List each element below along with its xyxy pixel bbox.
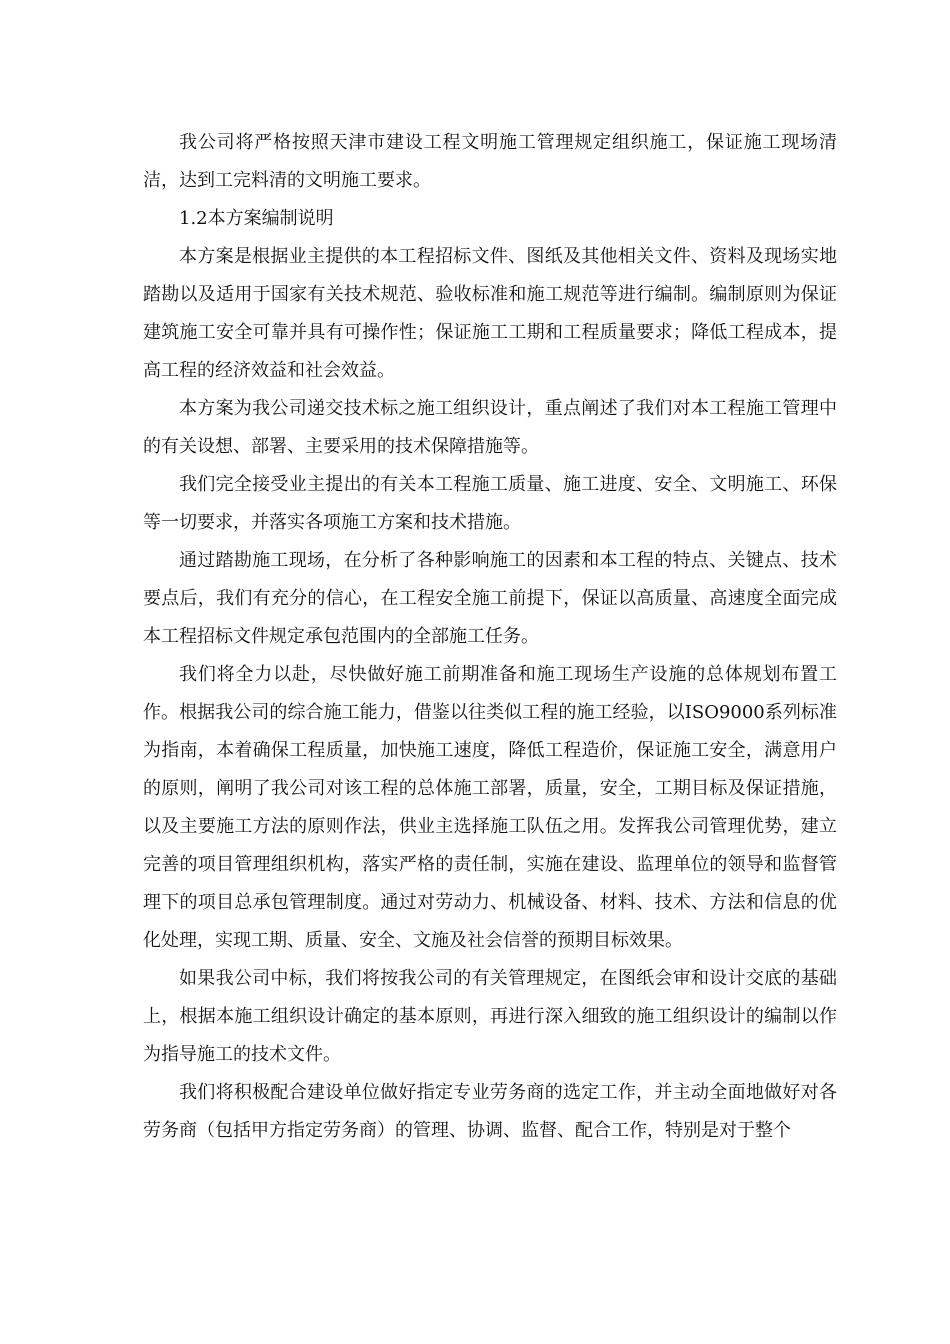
paragraph-if-awarded: 如果我公司中标，我们将按我公司的有关管理规定，在图纸会审和设计交底的基础上，根据本施工组织设计确定的基本原则，再进行深入细致的施工组织设计的编制以作为指导施工的技术文件。 [143, 968, 837, 1065]
paragraph-site-survey: 通过踏勘施工现场，在分析了各种影响施工的因素和本工程的特点、关键点、技术要点后，我们有充分的信心，在工程安全施工前提下，保证以高质量、高速度全面完成本工程招标文件规定承包范围内的全部施工任务。 [143, 550, 837, 647]
paragraph-subcontractor-cooperation: 我们将积极配合建设单位做好指定专业劳务商的选定工作，并主动全面地做好对各劳务商（包括甲方指定劳务商）的管理、协调、监督、配合工作，特别是对于整个 [143, 1082, 837, 1141]
document-body [143, 124, 837, 1150]
paragraph-plan-basis: 本方案是根据业主提供的本工程招标文件、图纸及其他相关文件、资料及现场实地踏勘以及适用于国家有关技术规范、验收标准和施工规范等进行编制。编制原则为保证建筑施工安全可靠并具有可操作性；保证施工工期和工程质量要求；降低工程成本，提高工程的经济效益和社会效益。 [143, 246, 837, 381]
paragraph-accept-requirements: 我们完全接受业主提出的有关本工程施工质量、施工进度、安全、文明施工、环保等一切要求，并落实各项施工方案和技术措施。 [143, 474, 837, 533]
paragraph-plan-purpose: 本方案为我公司递交技术标之施工组织设计，重点阐述了我们对本工程施工管理中的有关设想、部署、主要采用的技术保障措施等。 [143, 398, 837, 457]
paragraph-civilized-construction: 我公司将严格按照天津市建设工程文明施工管理规定组织施工，保证施工现场清洁，达到工完料清的文明施工要求。 [143, 132, 837, 191]
paragraph-full-effort: 我们将全力以赴，尽快做好施工前期准备和施工现场生产设施的总体规划布置工作。根据我公司的综合施工能力，借鉴以往类似工程的施工经验，以ISO9000系列标准为指南，本着确保工程质量，加快施工速度，降低工程造价，保证施工安全，满意用户的原则，阐明了我公司对该工程的总体施工部署，质量，安全，工期目标及保证措施，以及主要施工方法的原则作法，供业主选择施工队伍之用。发挥我公司管理优势，建立完善的项目管理组织机构，落实严格的责任制，实施在建设、监理单位的领导和监督管理下的项目总承包管理制度。通过对劳动力、机械设备、材料、技术、方法和信息的优化处理，实现工期、质量、安全、文施及社会信誉的预期目标效果。 [143, 664, 837, 951]
section-heading-1-2: 1.2本方案编制说明 [179, 208, 334, 229]
